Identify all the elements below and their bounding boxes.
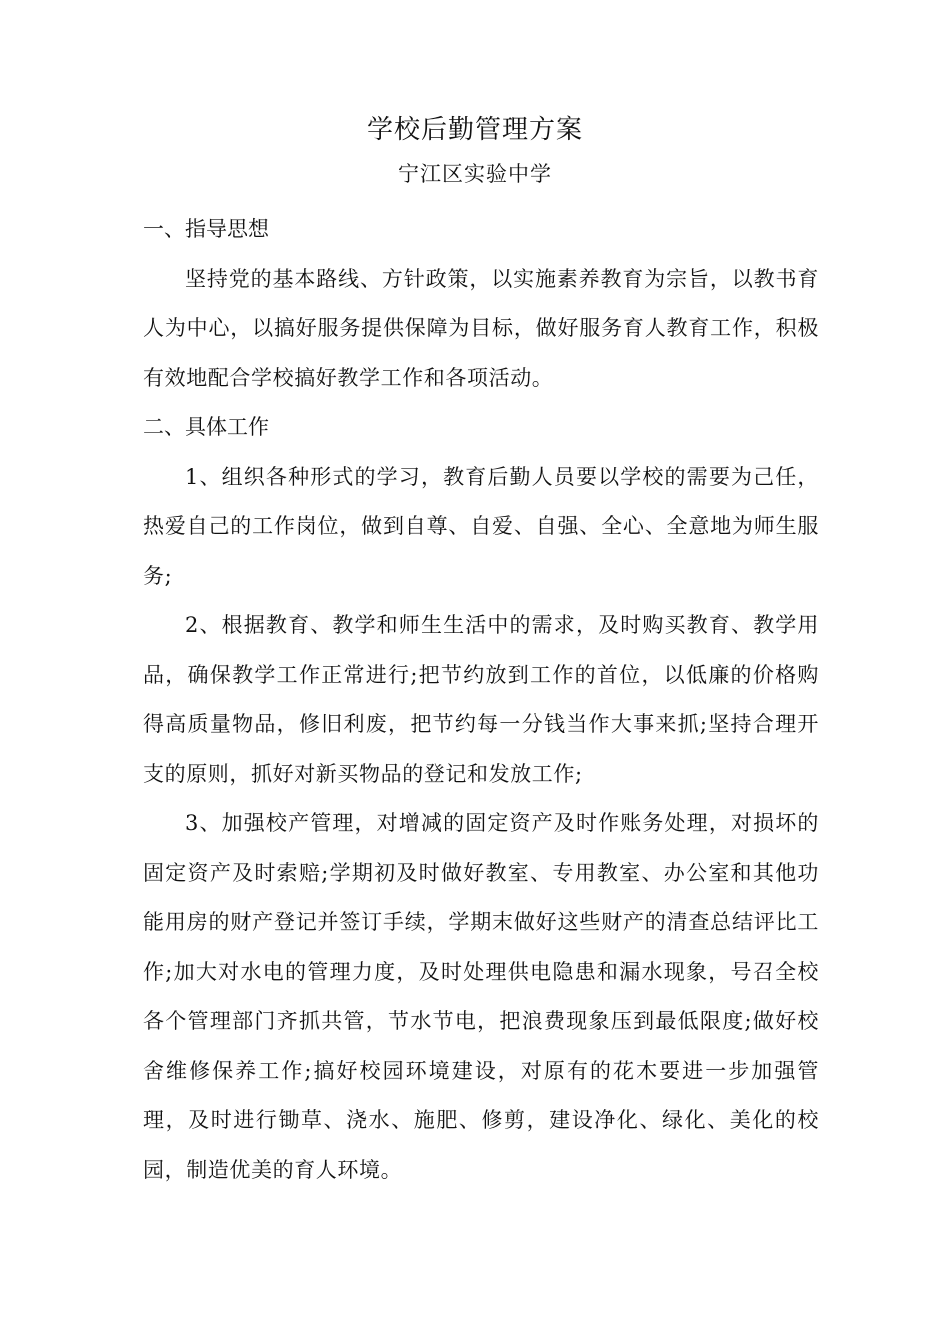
paragraph-work-item-3: 3、加强校产管理，对增减的固定资产及时作账务处理，对损坏的固定资产及时索赔;学期初及时做好教室、专用教室、办公室和其他功能用房的财产登记并签订手续，学期末做好这些财产的清查总结评比工作;加大对水电的管理力度，及时处理供电隐患和漏水现象，号召全校各个管理部门齐抓共管，节水节电，把浪费现象压到最低限度;做好校舍维修保养工作;搞好校园环境建设，对原有的花木要进一步加强管理，及时进行锄草、浇水、施肥、修剪，建设净化、绿化、美化的校园，制造优美的育人环境。 (143, 811, 819, 1182)
paragraph-work-item-1: 1、组织各种形式的学习，教育后勤人员要以学校的需要为己任，热爱自己的工作岗位，做到自尊、自爱、自强、全心、全意地为师生服务; (143, 464, 819, 588)
section-heading-specific-work: 二、具体工作 (143, 415, 269, 439)
paragraph-guiding-ideology: 坚持党的基本路线、方针政策，以实施素养教育为宗旨，以教书育人为中心，以搞好服务提供保障为目标，做好服务育人教育工作，积极有效地配合学校搞好教学工作和各项活动。 (143, 266, 819, 390)
document-subtitle: 宁江区实验中学 (398, 162, 552, 186)
document-title: 学校后勤管理方案 (366, 115, 583, 145)
paragraph-work-item-2: 2、根据教育、教学和师生生活中的需求，及时购买教育、教学用品，确保教学工作正常进行;把节约放到工作的首位，以低廉的价格购得高质量物品，修旧利废，把节约每一分钱当作大事来抓;坚持合理开支的原则，抓好对新买物品的登记和发放工作; (143, 613, 819, 786)
document-body (143, 205, 819, 1195)
section-heading-guiding-ideology: 一、指导思想 (143, 217, 269, 241)
